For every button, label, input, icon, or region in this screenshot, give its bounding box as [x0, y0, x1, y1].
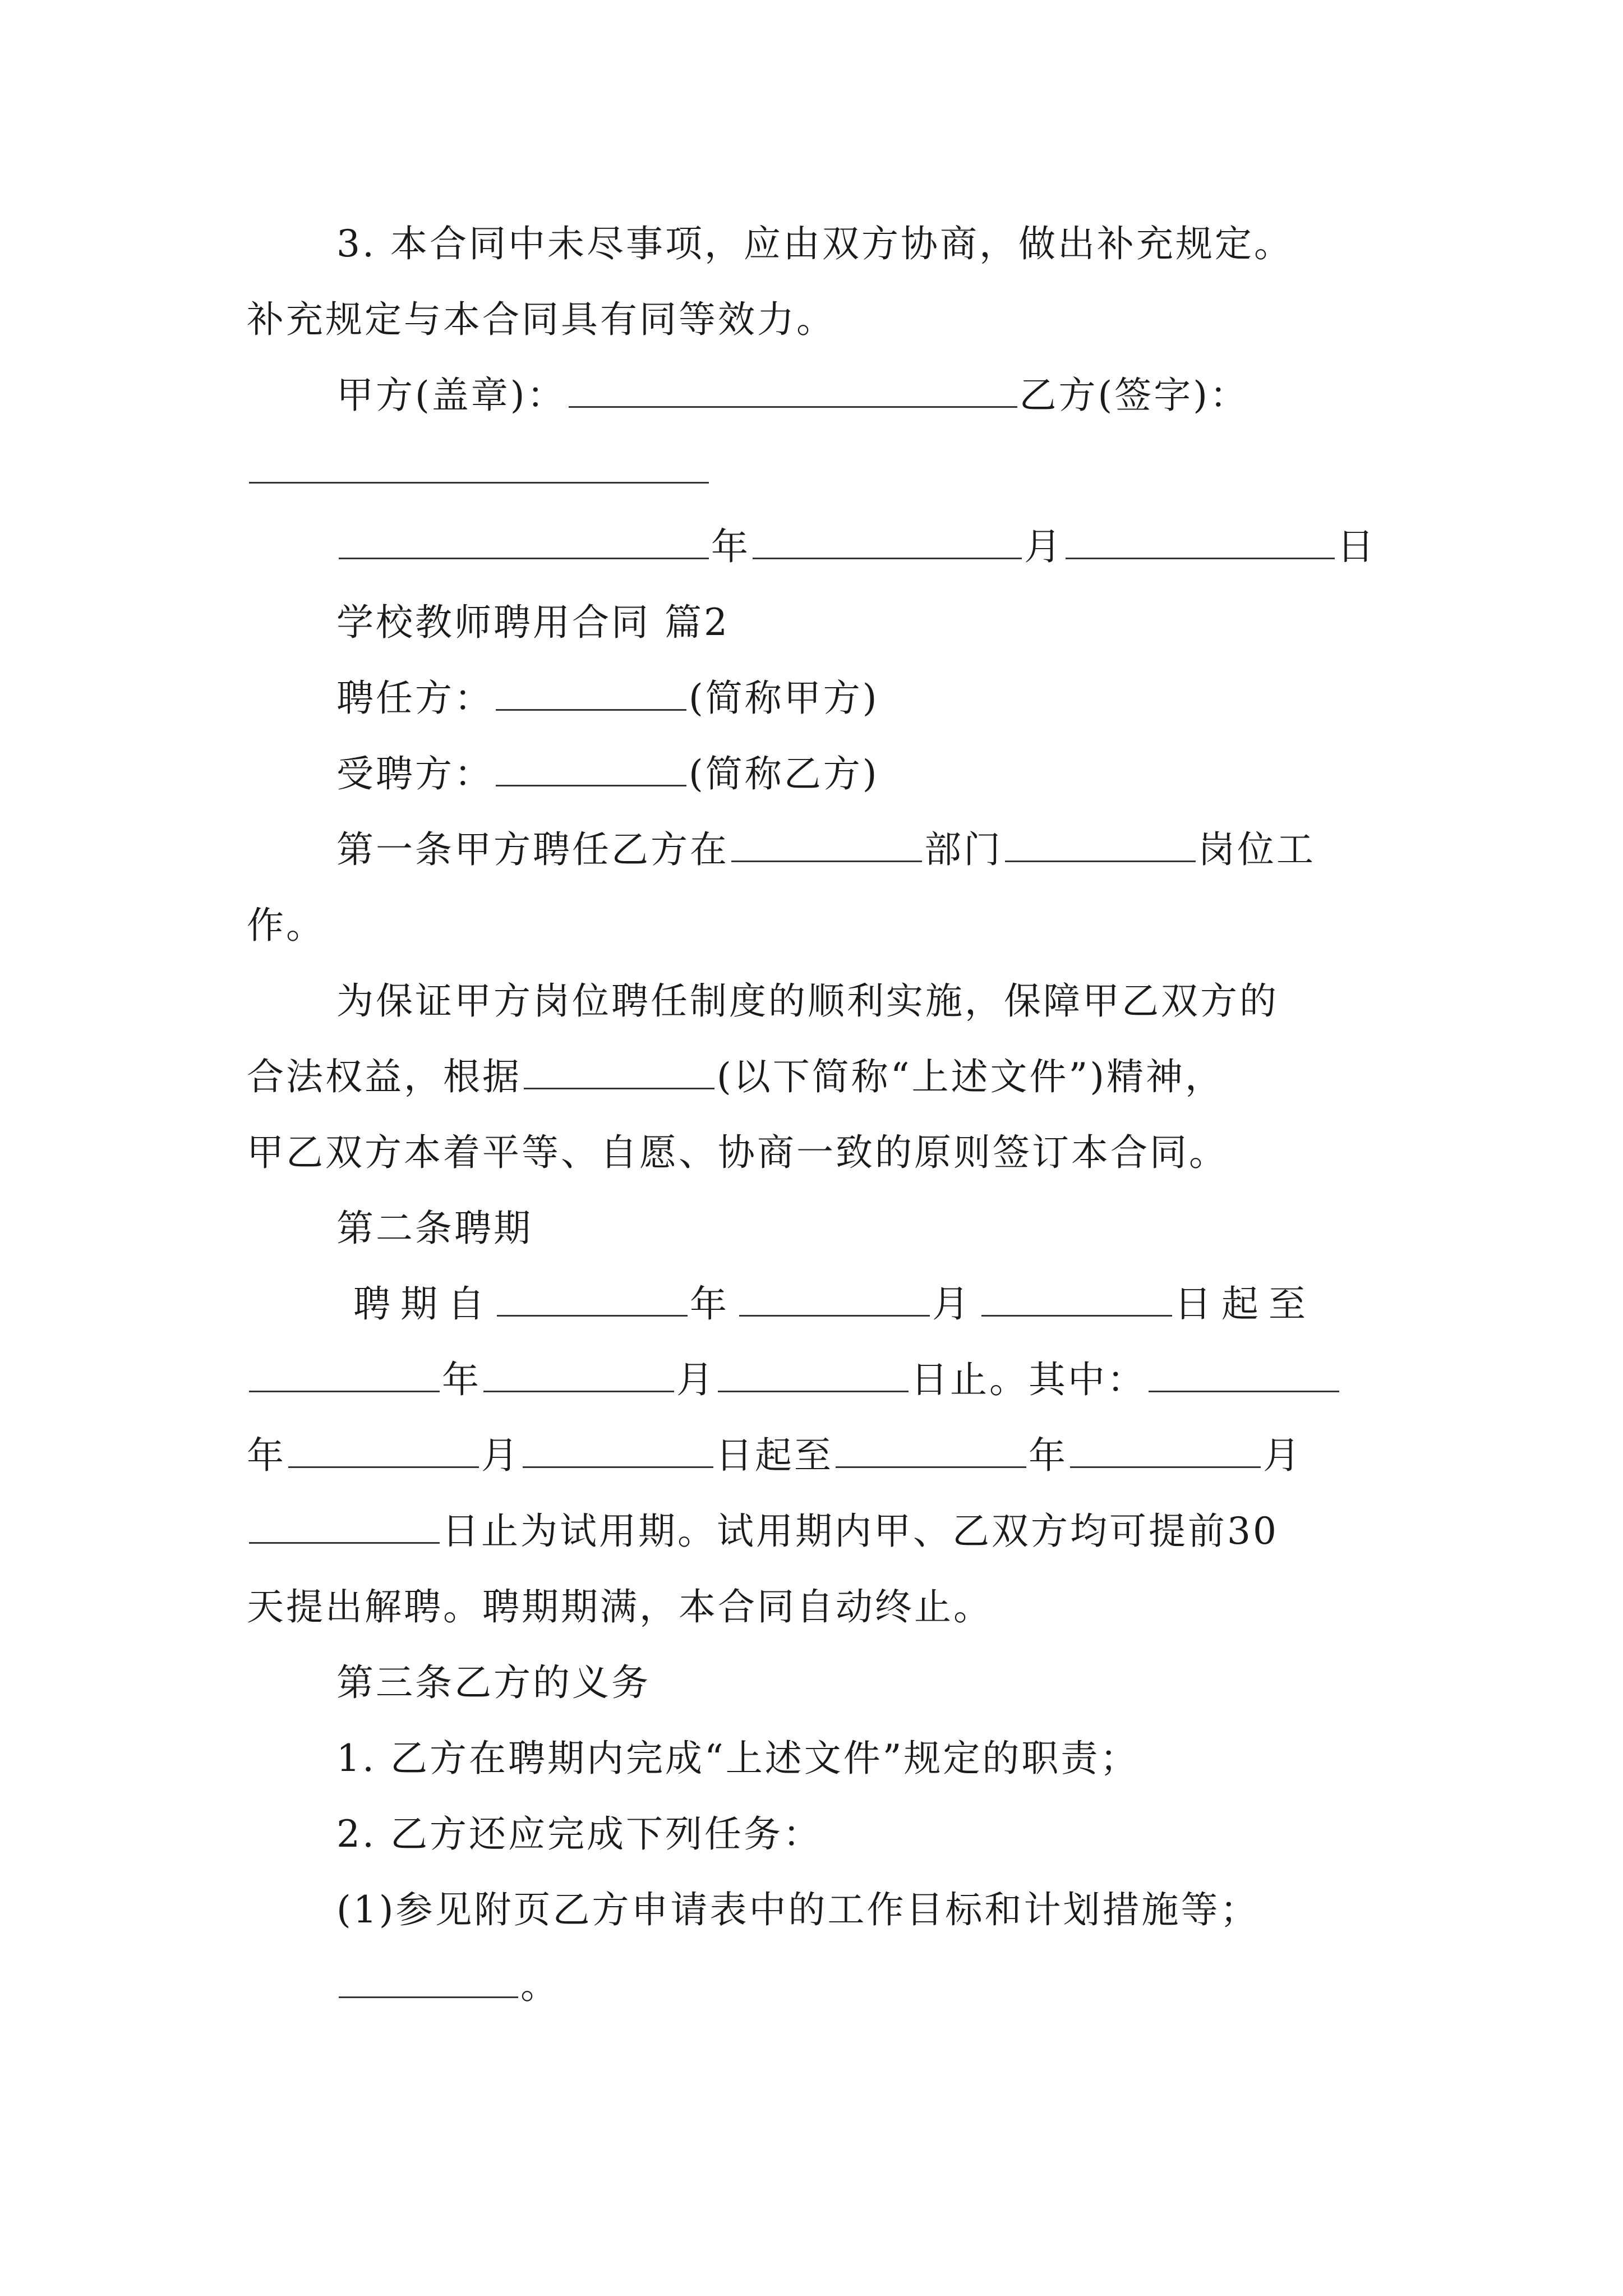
- term-start-year-blank[interactable]: [497, 1280, 688, 1317]
- term3-year-label: 年: [247, 1434, 286, 1477]
- clause-3-line-1: 3. 本合同中未尽事项，应由双方协商，做出补充规定。: [336, 222, 1293, 265]
- preamble-line-2: [247, 1052, 1224, 1102]
- term-line-1: [353, 1279, 1316, 1329]
- term-end-year-blank[interactable]: [249, 1356, 440, 1392]
- term-year-label: 年: [690, 1282, 737, 1326]
- article-1-text-b: 部门: [924, 828, 1003, 871]
- date-line: [336, 522, 1376, 572]
- article-1-line-1: [336, 825, 1316, 875]
- probation-start-month-blank[interactable]: [288, 1432, 479, 1468]
- employer-blank[interactable]: [496, 674, 686, 711]
- party-b-sign-label: 乙方(签字)：: [1019, 374, 1249, 417]
- term-start-label: 日起至: [1174, 1282, 1316, 1326]
- party-a-seal-blank[interactable]: [569, 371, 1017, 408]
- clause-3-line-2: 补充规定与本合同具有同等效力。: [247, 298, 836, 341]
- duty-2: 2. 乙方还应完成下列任务：: [336, 1812, 822, 1856]
- employer-note: (简称甲方): [689, 677, 879, 720]
- term-from-label: 聘期自: [353, 1282, 495, 1326]
- article-2-title: 第二条聘期: [336, 1207, 533, 1250]
- signature-line: [336, 370, 1249, 421]
- term-end-day-blank[interactable]: [718, 1356, 909, 1392]
- article-1-text-a: 第一条甲方聘任乙方在: [336, 828, 729, 871]
- article-1-text-c: 岗位工: [1198, 828, 1316, 871]
- preamble-text-a: 合法权益，根据: [247, 1055, 522, 1098]
- term4-text: 日止为试用期。试用期内甲、乙双方均可提前30: [442, 1510, 1279, 1553]
- date-month-blank[interactable]: [753, 523, 1022, 559]
- term2-year-label: 年: [442, 1358, 481, 1401]
- date-day-blank[interactable]: [1066, 523, 1335, 559]
- probation-end-day-blank[interactable]: [249, 1507, 440, 1544]
- department-blank[interactable]: [731, 826, 922, 862]
- party-a-seal-label: 甲方(盖章)：: [336, 374, 566, 417]
- position-blank[interactable]: [1005, 826, 1196, 862]
- article-3-title: 第三条乙方的义务: [336, 1661, 651, 1704]
- date-year-label: 年: [711, 525, 750, 568]
- probation-start-day-blank[interactable]: [523, 1432, 713, 1468]
- basis-document-blank[interactable]: [524, 1053, 714, 1089]
- probation-end-month-blank[interactable]: [1070, 1432, 1261, 1468]
- employer-line: [336, 673, 879, 724]
- party-b-sign-blank[interactable]: [249, 447, 709, 484]
- employee-blank[interactable]: [496, 750, 686, 786]
- term3-month-label: 月: [481, 1434, 520, 1477]
- term-line-3: [247, 1430, 1302, 1481]
- employee-line: [336, 749, 879, 799]
- date-year-blank[interactable]: [339, 523, 709, 559]
- employer-label: 聘任方：: [336, 677, 494, 720]
- date-month-label: 月: [1024, 525, 1063, 568]
- date-day-label: 日: [1337, 525, 1376, 568]
- term-line-5: 天提出解聘。聘期期满，本合同自动终止。: [247, 1585, 993, 1628]
- preamble-text-b: (以下简称“上述文件”)精神，: [717, 1055, 1224, 1098]
- term2-end-label: 日止。其中：: [911, 1358, 1146, 1401]
- duty-1: 1. 乙方在聘期内完成“上述文件”规定的职责；: [336, 1737, 1140, 1780]
- term3-year2-label: 年: [1029, 1434, 1068, 1477]
- probation-end-year-blank[interactable]: [836, 1432, 1026, 1468]
- duty-2-2-line: [336, 1961, 560, 2011]
- duty-2-1: (1)参见附页乙方申请表中的工作目标和计划措施等；: [336, 1888, 1260, 1931]
- employee-note: (简称乙方): [689, 752, 879, 795]
- term-line-2: [247, 1355, 1341, 1405]
- term-line-4: [247, 1506, 1279, 1557]
- duty-2-2-end: 。: [520, 1964, 560, 2007]
- term-start-day-blank[interactable]: [981, 1280, 1172, 1317]
- employee-label: 受聘方：: [336, 752, 494, 795]
- term3-month2-label: 月: [1263, 1434, 1302, 1477]
- preamble-line-3: 甲乙双方本着平等、自愿、协商一致的原则签订本合同。: [247, 1131, 1228, 1174]
- article-1-line-2: 作。: [247, 904, 325, 947]
- party-b-sign-line: [247, 446, 711, 496]
- term2-month-label: 月: [676, 1358, 716, 1401]
- term3-start-label: 日起至: [716, 1434, 833, 1477]
- section-heading: 学校教师聘用合同 篇2: [336, 601, 730, 644]
- probation-start-year-blank[interactable]: [1149, 1356, 1339, 1392]
- term-start-month-blank[interactable]: [739, 1280, 930, 1317]
- term-end-month-blank[interactable]: [483, 1356, 674, 1392]
- duty-2-2-blank[interactable]: [339, 1962, 518, 1998]
- term-month-label: 月: [932, 1282, 979, 1326]
- preamble-line-1: 为保证甲方岗位聘任制度的顺利实施，保障甲乙双方的: [336, 979, 1279, 1023]
